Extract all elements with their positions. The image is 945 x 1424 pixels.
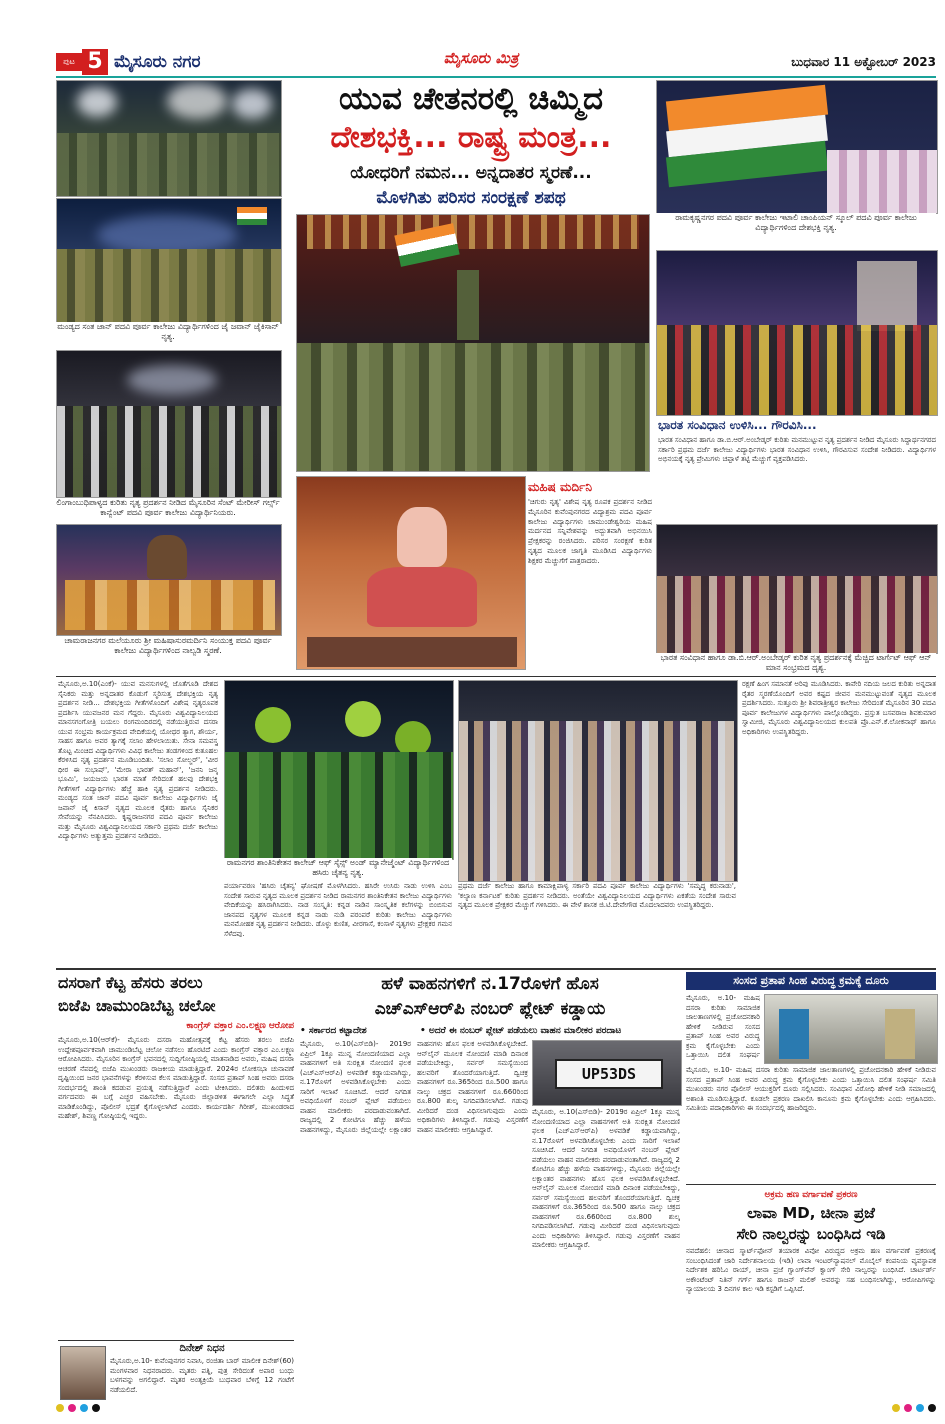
plate-headline-1: ಹಳೆ ವಾಹನಗಳಿಗೆ ನ.17ರೊಳಗೆ ಹೊಸ: [381, 974, 599, 994]
photo-lead-army-flag: [296, 214, 650, 472]
plate-kicker-1: • ಸರ್ಕಾರದ ಕಟ್ಟಾದೇಶ: [300, 1026, 367, 1036]
lead-headline-1: ಯುವ ಚೇತನರಲ್ಲಿ ಚಿಮ್ಮಿದ: [338, 81, 604, 117]
obit-headline: ದಿನೇಶ್ ನಿಧನ: [179, 1343, 225, 1354]
bottom-rule: [56, 968, 936, 970]
pratap-body-left: ಮೈಸೂರು, ಅ.10- ಮಹಿಷ ದಸರಾ ಕುರಿತು ಸಾಮಾಜಿಕ ಜಾಲತಾಣಗಳಲ್ಲಿ ಪ್ರಚೋದನಕಾರಿ ಹೇಳಿಕೆ ನೀಡಿರುವ ಸಂಸದ ಪ್ರತಾಪ್ ಸಿಂಹ ಅವರ ವಿರುದ್ಧ ಕ್ರಮ ಕೈಗೊಳ್ಳಬೇಕು ಎಂದು ಒತ್ತಾಯಿಸಿ ದಲಿತ ಸಂಘರ್ಷ: [686, 994, 760, 1059]
paper-logo: ಮೈಸೂರು ಮಿತ್ರ: [443, 49, 519, 67]
plate-kicker-2: • ಅದರೆ ಈ ನಂಬರ್ ಪ್ಲೇಟ್ ಪಡೆಯಲು ವಾಹನ ಮಾಲೀಕರ ಪರದಾಟ: [420, 1026, 622, 1036]
page-label: ಪುಟ: [56, 53, 82, 71]
caption-audience: ಭಾರತ ಸಂವಿಧಾನ ಹಾಗೂ ಡಾ.ಬಿ.ಆರ್.ಅಂಬೇಡ್ಕರ್ ಕುರಿತ ನೃತ್ಯ ಪ್ರದರ್ಶನಕ್ಕೆ ಮೆಚ್ಚಿದ ಟಾರ್ಗೆಟ್ ಆಫ್ ಆನ್ ಮಾನ ಸಂಭ್ರಮದ ದೃಶ್ಯ.: [656, 653, 936, 677]
photo-tricolour-dance: [656, 80, 938, 214]
print-color-bar: [56, 1404, 936, 1414]
dasara-headline-1: ದಸರಾಗೆ ಕೆಟ್ಟ ಹೆಸರು ತರಲು: [58, 973, 203, 992]
caption-lingambudhi: ಲಿಂಗಾಂಬುಧಿಪಾಳ್ಯದ ಕುರಿತು ನೃತ್ಯ ಪ್ರದರ್ಶನ ನೀಡಿದ ಮೈಸೂರಿನ ಸೆಂಟ್ ಮೇರೀಸ್ ಗರ್ಲ್ಸ್ ಕಾನ್ವೆಂಟ್ ಪದವಿ ಪೂರ್ವ ಕಾಲೇಜು ವಿದ್ಯಾರ್ಥಿನಿಯರು.: [56, 498, 280, 522]
photo-audience-crowd: [458, 680, 738, 882]
photo-jai-jawan: [56, 198, 282, 324]
photo-complaint: [764, 994, 938, 1064]
mahisha-headline: ಮಹಿಷ ಮರ್ದಿನಿ: [528, 480, 593, 494]
photo-number-plate: [532, 1040, 682, 1106]
lava-headline-1: ಲಾವಾ MD, ಚೀನಾ ಪ್ರಜೆ: [747, 1204, 875, 1222]
dasara-deck: ಕಾಂಗ್ರೆಸ್ ವಕ್ತಾರ ಎಂ.ಲಕ್ಷ್ಮಣ ಆರೋಪ: [186, 1021, 294, 1031]
page-number: 5: [82, 49, 108, 75]
photo-audience-ambedkar: [656, 524, 938, 654]
dasara-headline-2: ಬಿಜೆಪಿ ಚಾಮುಂಡಿಬೆಟ್ಟ ಚಲೋ: [58, 996, 216, 1015]
masthead: [56, 46, 936, 76]
pratap-body: ಮೈಸೂರು, ಅ.10- ಮಹಿಷ ದಸರಾ ಕುರಿತು ಸಾಮಾಜಿಕ ಜಾಲತಾಣಗಳಲ್ಲಿ ಪ್ರಚೋದನಕಾರಿ ಹೇಳಿಕೆ ನೀಡಿರುವ ಸಂಸದ ಪ್ರತಾಪ್ ಸಿಂಹ ಅವರ ವಿರುದ್ಧ ಕ್ರಮ ಕೈಗೊಳ್ಳಬೇಕು ಎಂದು ಒತ್ತಾಯಿಸಿ ದಲಿತ ಸಂಘರ್ಷ ಸಮಿತಿ ಮುಖಂಡರು ನಗರ ಪೊಲೀಸ್ ಆಯುಕ್ತರಿಗೆ ದೂರು ಸಲ್ಲಿಸಿದರು. ಸಂವಿಧಾನ ವಿರೋಧಿ ಹೇಳಿಕೆ ನೀಡಿ ಸಮಾಜದಲ್ಲಿ ಅಶಾಂತಿ ಮೂಡಿಸುತ್ತಿದ್ದಾರೆ. ಕೂಡಲೇ ಪ್ರಕರಣ ದಾಖಲಿಸಿ ಕಾನೂನು ಕ್ರಮ ಕೈಗೊಳ್ಳಬೇಕು ಎಂದು ಆಗ್ರಹಿಸಿದರು. ಸಮಿತಿಯ ಪದಾಧಿಕಾರಿಗಳು ಈ ಸಂದರ್ಭದಲ್ಲಿ ಹಾಜರಿದ್ದರು.: [686, 1066, 936, 1112]
photo-lingambudhi: [56, 350, 282, 498]
section-title: ಮೈಸೂರು ನಗರ: [114, 52, 201, 72]
lava-body: ನವದೆಹಲಿ: ಚೀನಾದ ಸ್ಮಾರ್ಟ್‌ಫೋನ್ ತಯಾರಕ ವಿವೋ ವಿರುದ್ಧದ ಅಕ್ರಮ ಹಣ ವರ್ಗಾವಣೆ ಪ್ರಕರಣಕ್ಕೆ ಸಂಬಂಧಿಸಿದಂತೆ ಜಾರಿ ನಿರ್ದೇಶನಾಲಯ (ಇಡಿ) ಲಾವಾ ಇಂಟರ್‌ನ್ಯಾಷನಲ್ ಮೊಬೈಲ್ ಕಂಪನಿಯ ವ್ಯವಸ್ಥಾಪಕ ನಿರ್ದೇಶಕ ಹರಿಓಂ ರಾಯ್, ಚೀನಾ ಪ್ರಜೆ ಗ್ವಾಂಗ್‌ವೆನ್ ಕ್ವಾಂಗ್ ಸೇರಿ ನಾಲ್ವರನ್ನು ಬಂಧಿಸಿದೆ. ಚಾರ್ಟರ್ಡ್ ಅಕೌಂಟೆಂಟ್ ನಿತಿನ್ ಗರ್ಗ್ ಹಾಗೂ ರಾಜನ್ ಮಲಿಕ್ ಅವರನ್ನು ಸಹ ಬಂಧಿಸಲಾಗಿದ್ದು, ಆರೋಪಿಗಳನ್ನು ನ್ಯಾಯಾಲಯ 3 ದಿನಗಳ ಕಾಲ ಇಡಿ ಕಸ್ಟಡಿಗೆ ಒಪ್ಪಿಸಿದೆ.: [686, 1247, 936, 1293]
masthead-rule: [56, 76, 936, 78]
photo-green-dance: [224, 680, 454, 860]
photo-ambedkar-dance: [656, 250, 938, 416]
plate-body-left: ಮೈಸೂರು, ಅ.10(ಎಸ್‌ಬಿಡಿ)- 2019ರ ಏಪ್ರಿಲ್ 1ಕ್ಕೂ ಮುನ್ನ ನೋಂದಣಿಯಾದ ಎಲ್ಲಾ ವಾಹನಗಳಿಗೆ ಅತಿ ಸುರಕ್ಷಿತ ನೋಂದಣಿ ಫಲಕ (ಎಚ್‌ಎಸ್‌ಆರ್‌ಪಿ) ಅಳವಡಿಕೆ ಕಡ್ಡಾಯವಾಗಿದ್ದು, ನ.17ರೊಳಗೆ ಅಳವಡಿಸಿಕೊಳ್ಳಬೇಕು ಎಂದು ಸಾರಿಗೆ ಇಲಾಖೆ ಸೂಚಿಸಿದೆ. ಆದರೆ ನಿಗದಿತ ಅವಧಿಯೊಳಗೆ ನಂಬರ್ ಪ್ಲೇಟ್ ಪಡೆಯಲು ವಾಹನ ಮಾಲೀಕರು ಪರದಾಡುವಂತಾಗಿದೆ. ರಾಜ್ಯದಲ್ಲಿ 2 ಕೋಟಿಗೂ ಹೆಚ್ಚು ಹಳೆಯ ವಾಹನಗಳಿದ್ದು, ಮೈಸೂರು ಜಿಲ್ಲೆಯಲ್ಲೇ ಲಕ್ಷಾಂತರ ವಾಹನಗಳು ಹೊಸ ಫಲಕ ಅಳವಡಿಸಿಕೊಳ್ಳಬೇಕಿದೆ. ಆನ್‌ಲೈನ್ ಮೂಲಕ ನೋಂದಣಿ ಮಾಡಿ ದಿನಾಂಕ ಪಡೆಯಬೇಕಿದ್ದು, ಸರ್ವರ್ ಸಮಸ್ಯೆಯಿಂದ ಹಲವರಿಗೆ ತೊಂದರೆಯಾಗುತ್ತಿದೆ. ದ್ವಿಚಕ್ರ ವಾಹನಗಳಿಗೆ ರೂ.365ರಿಂದ ರೂ.500 ಹಾಗೂ ನಾಲ್ಕು ಚಕ್ರದ ವಾಹನಗಳಿಗೆ ರೂ.660ರಿಂದ ರೂ.800 ಶುಲ್ಕ ನಿಗದಿಪಡಿಸಲಾಗಿದೆ. ಗಡುವು ಮೀರಿದರೆ ದಂಡ ವಿಧಿಸಲಾಗುವುದು ಎಂದು ಅಧಿಕಾರಿಗಳು ತಿಳಿಸಿದ್ದಾರೆ. ಗಡುವು ವಿಸ್ತರಣೆಗೆ ವಾಹನ ಮಾಲೀಕರು ಆಗ್ರಹಿಸಿದ್ದಾರೆ.: [300, 1040, 528, 1134]
mahisha-body: 'ಚಿಗುರು ನೃತ್ಯ' ವಿಶೇಷ ನೃತ್ಯ ರೂಪಕ ಪ್ರದರ್ಶನ ನೀಡಿದ ಮೈಸೂರಿನ ಕುವೆಂಪುನಗರದ ವಿದ್ಯಾಶ್ರಮ ಪದವಿ ಪೂರ್ವ ಕಾಲೇಜು ವಿದ್ಯಾರ್ಥಿಗಳು ಚಾಮುಂಡೇಶ್ವರಿಯ ಮಹಿಷ ಮರ್ದನದ ಸನ್ನಿವೇಶವನ್ನು ಅದ್ಭುತವಾಗಿ ಅಭಿನಯಿಸಿ ಪ್ರೇಕ್ಷಕರನ್ನು ರಂಜಿಸಿದರು. ಪರಿಸರ ಸಂರಕ್ಷಣೆ ಕುರಿತ ನೃತ್ಯದ ಮೂಲಕ ಜಾಗೃತಿ ಮೂಡಿಸಿದ ವಿದ್ಯಾರ್ಥಿಗಳು ಶಿಕ್ಷಕರ ಮೆಚ್ಚುಗೆಗೆ ಪಾತ್ರರಾದರು.: [528, 498, 652, 565]
obit-photo: [60, 1346, 106, 1400]
lead-subhead-2: ಮೊಳಗಿತು ಪರಿಸರ ಸಂರಕ್ಷಣೆ ಶಪಥ: [376, 188, 566, 208]
dasara-body: ಮೈಸೂರು,ಅ.10(ಆರ್‌ಕೆ)- ಮೈಸೂರು ದಸರಾ ಮಹೋತ್ಸವಕ್ಕೆ ಕೆಟ್ಟ ಹೆಸರು ತರಲು ಬಿಜೆಪಿ ಉದ್ದೇಶಪೂರ್ವಕವಾಗಿ ಚಾಮುಂಡಿಬೆಟ್ಟ ಚಲೋ ನಡೆಸಲು ಹೊರಟಿದೆ ಎಂದು ಕಾಂಗ್ರೆಸ್ ವಕ್ತಾರ ಎಂ.ಲಕ್ಷ್ಮಣ ಆರೋಪಿಸಿದರು. ಮೈಸೂರಿನ ಕಾಂಗ್ರೆಸ್ ಭವನದಲ್ಲಿ ಸುದ್ದಿಗೋಷ್ಠಿಯಲ್ಲಿ ಮಾತನಾಡಿದ ಅವರು, ಮಹಿಷ ದಸರಾ ಆಚರಣೆ ನೆಪದಲ್ಲಿ ಬಿಜೆಪಿ ಮುಖಂಡರು ರಾಜಕೀಯ ಮಾಡುತ್ತಿದ್ದಾರೆ. 2024ರ ಲೋಕಸಭಾ ಚುನಾವಣೆ ದೃಷ್ಟಿಯಿಂದ ಜನರ ಭಾವನೆಗಳನ್ನು ಕೆರಳಿಸುವ ಕೆಲಸ ಮಾಡುತ್ತಿದ್ದಾರೆ. ಸಂಸದ ಪ್ರತಾಪ್ ಸಿಂಹ ಅವರು ದಸರಾ ಸಂದರ್ಭದಲ್ಲಿ ಶಾಂತಿ ಕದಡುವ ಪ್ರಯತ್ನ ನಡೆಸುತ್ತಿದ್ದಾರೆ ಎಂದು ಟೀಕಿಸಿದರು. ದಲಿತರು ಹಿಂದುಳಿದ ವರ್ಗದವರು ಈ ಬಗ್ಗೆ ಎಚ್ಚರ ವಹಿಸಬೇಕು. ಮೈಸೂರು ಜಿಲ್ಲಾಡಳಿತ ಈಗಾಗಲೇ ಎಲ್ಲಾ ಸಿದ್ಧತೆ ಮಾಡಿಕೊಂಡಿದ್ದು, ಪೊಲೀಸ್ ಭದ್ರತೆ ಕೈಗೊಳ್ಳಲಾಗಿದೆ ಎಂದರು. ಕಾರ್ಯದರ್ಶಿ ಗಿರೀಶ್, ಮುಖಂಡರಾದ ಮಹೇಶ್, ಶಿವಣ್ಣ ಗೋಷ್ಠಿಯಲ್ಲಿ ಇದ್ದರು.: [58, 1036, 294, 1120]
obit-body: ಮೈಸೂರು,ಅ.10- ಕುವೆಂಪುನಗರ ನಿವಾಸಿ, ರಂಜಿತಾ ಬಾರ್ ಮಾಲೀಕ ದಿನೇಶ್(60) ಮಂಗಳವಾರ ನಿಧನರಾದರು. ಮೃತರು ಪತ್ನಿ, ಪುತ್ರ ಸೇರಿದಂತೆ ಅಪಾರ ಬಂಧು ಬಳಗವನ್ನು ಅಗಲಿದ್ದಾರೆ. ಮೃತರ ಅಂತ್ಯಕ್ರಿಯೆ ಬುಧವಾರ ಬೆಳಿಗ್ಗೆ 12 ಗಂಟೆಗೆ ನಡೆಯಲಿದೆ.: [110, 1357, 294, 1394]
number-plate-text: UP53DS: [555, 1059, 663, 1089]
samvidhana-body: ಭಾರತ ಸಂವಿಧಾನ ಹಾಗೂ ಡಾ.ಬಿ.ಆರ್.ಅಂಬೇಡ್ಕರ್ ಕುರಿತು ಮನಮುಟ್ಟುವ ನೃತ್ಯ ಪ್ರದರ್ಶನ ನೀಡಿದ ಮೈಸೂರು ಸಿದ್ಧಾರ್ಥನಗರದ ಸರ್ಕಾರಿ ಪ್ರಥಮ ದರ್ಜೆ ಕಾಲೇಜು ವಿದ್ಯಾರ್ಥಿಗಳು ಭಾರತ ಸಂವಿಧಾನ ಉಳಿಸಿ, ಗೌರವಿಸುವ ಸಂದೇಶ ನೀಡಿದರು. ವಿದ್ಯಾರ್ಥಿಗಳ ಅಭಿನಯಕ್ಕೆ ನೃತ್ಯ ಪ್ರೇಮಿಗಳು ಚಪ್ಪಾಳೆ ತಟ್ಟಿ ಮೆಚ್ಚುಗೆ ವ್ಯಕ್ತಪಡಿಸಿದರು.: [658, 436, 936, 463]
body-col-1: ಮೈಸೂರು,ಅ.10(ಎಂಕೆ)- ಯುವ ಮನಸುಗಳಲ್ಲಿ ಜೊತೆಗೂಡಿ ದೇಶದ ಸೈನಿಕರು ಮತ್ತು ಅನ್ನದಾತರ ಕೊಡುಗೆ ಸ್ಮರಿಸುತ್ತ ದೇಶಭಕ್ತಿಯ ನೃತ್ಯ ಪ್ರದರ್ಶನ ನೀಡಿ... ದೇಶಭಕ್ತಿಯ ಗೀತೆಗಳೊಂದಿಗೆ ವಿಶೇಷ ನೃತ್ಯರೂಪಕ ಪ್ರದರ್ಶಿಸಿ ಯುವಜನರ ಮನ ಗೆದ್ದರು. ಮೈಸೂರು ವಿಶ್ವವಿದ್ಯಾನಿಲಯದ ಮಾನಸಗಂಗೋತ್ರಿ ಬಯಲು ರಂಗಮಂದಿರದಲ್ಲಿ ನಡೆಯುತ್ತಿರುವ ದಸರಾ ಯುವ ಸಂಭ್ರಮ ಕಾರ್ಯಕ್ರಮದ ವೇದಿಕೆಯಲ್ಲಿ ಯೋಧರ ತ್ಯಾಗ, ಶೌರ್ಯ, ಸಾಹಸ ಹಾಗೂ ಅವರ ತ್ಯಾಗಕ್ಕೆ ಸಲಾಂ ಹೇಳಲಾಯಿತು. ಸೇನಾ ಸಮವಸ್ತ್ರ ತೊಟ್ಟ ಮಿಂಚಿದ ವಿದ್ಯಾರ್ಥಿಗಳು ವಿವಿಧ ಕಾಲೇಜು ತಂಡಗಳಿಂದ ಕುತೂಹಲ ಕೆರಳಿಸಿದ ನೃತ್ಯ ಪ್ರದರ್ಶನ ಮೂಡಿಬಂದಿತು. 'ಸಲಾಂ ಸೋಲ್ಜರ್', 'ವೀರ ಧೀರ ಈ ಸುಭಾಷ್', 'ಮೇರಾ ಭಾರತ್ ಮಹಾನ್', 'ಜನನಿ ಜನ್ಮ ಭೂಮಿ', ಜಯಜಯ ಭಾರತ ಮಾತೆ ಸೇರಿದಂತೆ ಹಲವು ದೇಶಭಕ್ತಿ ಗೀತೆಗಳಿಗೆ ವಿದ್ಯಾರ್ಥಿಗಳು ಹೆಜ್ಜೆ ಹಾಕಿ ನೃತ್ಯ ಪ್ರದರ್ಶನ ನೀಡಿದರು. ಮಂಡ್ಯದ ಸಂತ ಜಾನ್ ಪದವಿ ಪೂರ್ವ ಕಾಲೇಜು ವಿದ್ಯಾರ್ಥಿಗಳು ಜೈ ಜವಾನ್ ಜೈ ಕಿಸಾನ್ ನೃತ್ಯದ ಮೂಲಕ ರೈತರು ಹಾಗೂ ಸೈನಿಕರ ಸೇವೆಯನ್ನು ನೆನಪಿಸಿದರು. ಕೃಷ್ಣರಾಜನಗರ ಪದವಿ ಪೂರ್ವ ಕಾಲೇಜು ಮತ್ತು ಮೈಸೂರು ವಿಶ್ವವಿದ್ಯಾನಿಲಯದ ಸರ್ಕಾರಿ ಪ್ರಥಮ ದರ್ಜೆ ಕಾಲೇಜು ವಿದ್ಯಾರ್ಥಿಗಳು ಅತ್ಯುತ್ತಮ ಪ್ರದರ್ಶನ ನೀಡಿದರು.: [58, 680, 218, 840]
lead-subhead-1: ಯೋಧರಿಗೆ ನಮನ... ಅನ್ನದಾತರ ಸ್ಮರಣೆ...: [350, 163, 592, 183]
issue-date: ಬುಧವಾರ 11 ಅಕ್ಟೋಬರ್ 2023: [791, 55, 936, 69]
body-col-2: ಪರ್ಯಾವರಣ 'ಹಸಿರು ಚೈತನ್ಯ' ಘೋಷಣೆ ಮೊಳಗಿಸಿದರು. ಹಸಿರೇ ಉಸಿರು ನಾಡು ಉಳಿಸಿ ಎಂಬ ಸಂದೇಶ ಸಾರುವ ನೃತ್ಯದ ಮೂಲಕ ಪ್ರದರ್ಶನ ನೀಡಿದ ರಾಮನಗರ ಶಾಂತಿನಿಕೇತನ ಕಾಲೇಜು ವಿದ್ಯಾರ್ಥಿಗಳು ವೇದಿಕೆಯನ್ನು ಹಸಿರಾಗಿಸಿದರು. ನಾಡ ಸಂಸ್ಕೃತಿ: ಕನ್ನಡ ನಾಡಿನ ಸಾಂಸ್ಕೃತಿಕ ಕಲೆಗಳನ್ನು ಬಿಂಬಿಸುವ ಜಾನಪದ ನೃತ್ಯಗಳ ಮೂಲಕ ಕನ್ನಡ ನಾಡು ನುಡಿ ಪರಂಪರೆ ಕುರಿತು ಕಾಲೇಜು ವಿದ್ಯಾರ್ಥಿಗಳು ಮನಮೋಹಕ ನೃತ್ಯ ಪ್ರದರ್ಶನ ನೀಡಿದರು. ಡೊಳ್ಳು ಕುಣಿತ, ವೀರಗಾಸೆ, ಕಂಸಾಳೆ ನೃತ್ಯಗಳು ಪ್ರೇಕ್ಷಕರ ಗಮನ ಸೆಳೆದವು.: [224, 882, 452, 938]
photo-army-dance: [56, 80, 282, 197]
plate-body-right: ಮೈಸೂರು, ಅ.10(ಎಸ್‌ಬಿಡಿ)- 2019ರ ಏಪ್ರಿಲ್ 1ಕ್ಕೂ ಮುನ್ನ ನೋಂದಣಿಯಾದ ಎಲ್ಲಾ ವಾಹನಗಳಿಗೆ ಅತಿ ಸುರಕ್ಷಿತ ನೋಂದಣಿ ಫಲಕ (ಎಚ್‌ಎಸ್‌ಆರ್‌ಪಿ) ಅಳವಡಿಕೆ ಕಡ್ಡಾಯವಾಗಿದ್ದು, ನ.17ರೊಳಗೆ ಅಳವಡಿಸಿಕೊಳ್ಳಬೇಕು ಎಂದು ಸಾರಿಗೆ ಇಲಾಖೆ ಸೂಚಿಸಿದೆ. ಆದರೆ ನಿಗದಿತ ಅವಧಿಯೊಳಗೆ ನಂಬರ್ ಪ್ಲೇಟ್ ಪಡೆಯಲು ವಾಹನ ಮಾಲೀಕರು ಪರದಾಡುವಂತಾಗಿದೆ. ರಾಜ್ಯದಲ್ಲಿ 2 ಕೋಟಿಗೂ ಹೆಚ್ಚು ಹಳೆಯ ವಾಹನಗಳಿದ್ದು, ಮೈಸೂರು ಜಿಲ್ಲೆಯಲ್ಲೇ ಲಕ್ಷಾಂತರ ವಾಹನಗಳು ಹೊಸ ಫಲಕ ಅಳವಡಿಸಿಕೊಳ್ಳಬೇಕಿದೆ. ಆನ್‌ಲೈನ್ ಮೂಲಕ ನೋಂದಣಿ ಮಾಡಿ ದಿನಾಂಕ ಪಡೆಯಬೇಕಿದ್ದು, ಸರ್ವರ್ ಸಮಸ್ಯೆಯಿಂದ ಹಲವರಿಗೆ ತೊಂದರೆಯಾಗುತ್ತಿದೆ. ದ್ವಿಚಕ್ರ ವಾಹನಗಳಿಗೆ ರೂ.365ರಿಂದ ರೂ.500 ಹಾಗೂ ನಾಲ್ಕು ಚಕ್ರದ ವಾಹನಗಳಿಗೆ ರೂ.660ರಿಂದ ರೂ.800 ಶುಲ್ಕ ನಿಗದಿಪಡಿಸಲಾಗಿದೆ. ಗಡುವು ಮೀರಿದರೆ ದಂಡ ವಿಧಿಸಲಾಗುವುದು ಎಂದು ಅಧಿಕಾರಿಗಳು ತಿಳಿಸಿದ್ದಾರೆ. ಗಡುವು ವಿಸ್ತರಣೆಗೆ ವಾಹನ ಮಾಲೀಕರು ಆಗ್ರಹಿಸಿದ್ದಾರೆ.: [532, 1108, 680, 1249]
photo-nalvadi: [56, 524, 282, 636]
body-col-3: ಪ್ರಥಮ ದರ್ಜೆ ಕಾಲೇಜು ಹಾಗೂ ಕಾಮಾಕ್ಷಿಪಾಳ್ಯ ಸರ್ಕಾರಿ ಪದವಿ ಪೂರ್ವ ಕಾಲೇಜು ವಿದ್ಯಾರ್ಥಿಗಳು 'ಸಮೃದ್ಧ ಕರುನಾಡು', 'ಕಲ್ಯಾಣ ಕರ್ನಾಟಕ' ಕುರಿತು ಪ್ರದರ್ಶನ ನೀಡಿದರು. ಅಂತೆಯೇ ವಿಶ್ವವಿದ್ಯಾನಿಲಯದ ವಿದ್ಯಾರ್ಥಿಗಳು ಏಕತೆಯ ಸಂದೇಶ ಸಾರುವ ನೃತ್ಯದ ಮೂಲಕ ಪ್ರೇಕ್ಷಕರ ಮೆಚ್ಚುಗೆ ಗಳಿಸಿದರು. ಈ ವೇಳೆ ಶಾಸಕ ಜಿ.ಟಿ.ದೇವೇಗೌಡ ಮೊದಲಾದವರು ಉಪಸ್ಥಿತರಿದ್ದರು.: [458, 882, 736, 909]
lava-rule: [686, 1184, 936, 1185]
pratap-headline: ಸಂಸದ ಪ್ರತಾಪ ಸಿಂಹ ವಿರುದ್ಧ ಕ್ರಮಕ್ಕೆ ದೂರು: [686, 972, 936, 990]
lava-headline-2: ಸೇರಿ ನಾಲ್ವರನ್ನು ಬಂಧಿಸಿದ ಇಡಿ: [736, 1225, 886, 1243]
photo-mahisha-mardini: [296, 476, 526, 670]
caption-tricolour: ರಾಮಕೃಷ್ಣನಗರ ಪದವಿ ಪೂರ್ವ ಕಾಲೇಜು ಇಟಾಲಿ ಚಾಂಪಿಯನ್ ಸ್ಕೂಲ್ ಪದವಿ ಪೂರ್ವ ಕಾಲೇಜು ವಿದ್ಯಾರ್ಥಿಗಳಿಂದ ದೇಶಭಕ್ತಿ ನೃತ್ಯ.: [656, 213, 936, 237]
band-rule: [56, 676, 936, 677]
samvidhana-headline: ಭಾರತ ಸಂವಿಧಾನ ಉಳಿಸಿ... ಗೌರವಿಸಿ...: [658, 418, 817, 432]
plate-headline-2: ಎಚ್‌ಎಸ್‌ಆರ್‌ಪಿ ನಂಬರ್ ಪ್ಲೇಟ್ ಕಡ್ಡಾಯ: [374, 999, 606, 1019]
lead-headline-2: ದೇಶಭಕ್ತಿ... ರಾಷ್ಟ್ರ ಮಂತ್ರ...: [330, 120, 612, 155]
body-col-4: ರಕ್ಷಣೆ ಹಿಂಗ ಸಮಾನತೆ ಅರಿವು ಮೂಡಿಸಿದರು. ಕಾವೇರಿ ನದಿಯ ಜಲದ ಕುರಿತು ಅನ್ನದಾತ ರೈತರ ಸ್ಮರಣೆಯೊಂದಿಗೆ ಅವರ ಕಷ್ಟದ ಜೀವನ ಮನಮುಟ್ಟುವಂತೆ ನೃತ್ಯದ ಮೂಲಕ ಪ್ರದರ್ಶಿಸಿದರು. ಸುತ್ತೂರು ಶ್ರೀ ಶಿವರಾತ್ರೀಶ್ವರ ಕಾಲೇಜು ಸೇರಿದಂತೆ ಮೈಸೂರಿನ 30 ಪದವಿ ಪೂರ್ವ ಕಾಲೇಜುಗಳ ವಿದ್ಯಾರ್ಥಿಗಳು ಪಾಲ್ಗೊಂಡಿದ್ದರು. ಪ್ರಸ್ತುತ ಬಸವರಾಜ ಶಿವಕುಮಾರ ಸ್ವಾಮೀಜಿ, ಮೈಸೂರು ವಿಶ್ವವಿದ್ಯಾನಿಲಯದ ಕುಲಪತಿ ಪ್ರೊ.ಎನ್.ಕೆ.ಲೋಕನಾಥ್ ಹಾಗೂ ಅಧಿಕಾರಿಗಳು ಉಪಸ್ಥಿತರಿದ್ದರು.: [742, 680, 936, 736]
caption-jai-jawan: ಮಂಡ್ಯದ ಸಂತ ಜಾನ್ ಪದವಿ ಪೂರ್ವ ಕಾಲೇಜು ವಿದ್ಯಾರ್ಥಿಗಳಿಂದ ಜೈ ಜವಾನ್ ಜೈಕಿಸಾನ್ ನೃತ್ಯ.: [56, 322, 280, 346]
lava-kicker: ಅಕ್ರಮ ಹಣ ವರ್ಗಾವಣೆ ಪ್ರಕರಣ: [764, 1190, 858, 1200]
caption-nalvadi: ಚಾಮರಾಜನಗರ ಮಲೆಯೂರು ಶ್ರೀ ಮಹಿಷಾಸುರಮರ್ದಿನಿ ಸಂಯುಕ್ತ ಪದವಿ ಪೂರ್ವ ಕಾಲೇಜು ವಿದ್ಯಾರ್ಥಿಗಳಿಂದ ನಾಲ್ವಡಿ ಸ್ಮರಣೆ.: [56, 636, 280, 660]
caption-green-dance: ರಾಮನಗರ ಶಾಂತಿನಿಕೇತನ ಕಾಲೇಜ್ ಆಫ್ ಸೈನ್ಸ್ ಅಂಡ್ ಮ್ಯಾನೇಜ್ಮೆಂಟ್ ವಿದ್ಯಾರ್ಥಿಗಳಿಂದ ಹಸಿರು ಚೈತನ್ಯ ನೃತ್ಯ.: [224, 858, 452, 880]
obit-rule: [58, 1340, 294, 1341]
